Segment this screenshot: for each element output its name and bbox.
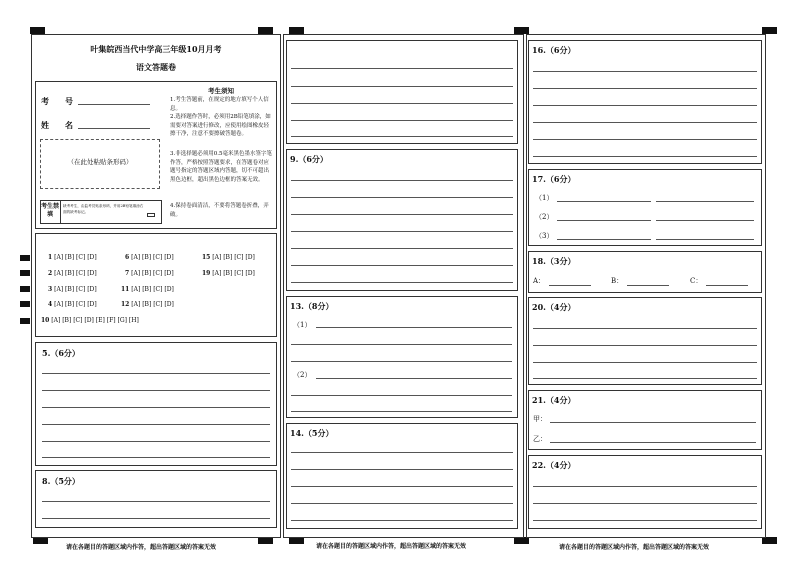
- notice-item: 3.非选择题必须用0.5毫米黑色墨水签字笔作答，严格按照答题要求，在答题卷对应题号指定的答题区域内答题，切不可超出黑色边框，超出黑色边框的答案无效。: [170, 151, 272, 183]
- answer-line[interactable]: [291, 282, 513, 283]
- answer-line[interactable]: [291, 214, 513, 215]
- question-16-box: [528, 40, 762, 164]
- question-17-part-1: （1）: [535, 194, 554, 202]
- answer-line[interactable]: [656, 239, 754, 240]
- answer-line[interactable]: [549, 285, 591, 286]
- answer-line[interactable]: [42, 407, 270, 408]
- question-8-continued-box: [286, 40, 518, 144]
- answer-line[interactable]: [533, 328, 757, 329]
- answer-line[interactable]: [42, 441, 270, 442]
- question-22-title: 22.（4分）: [532, 460, 576, 470]
- answer-line[interactable]: [291, 520, 513, 521]
- name-label: 姓 名: [41, 120, 73, 130]
- notice-item: 2.选择题作答时，必须用2B铅笔填涂，如需要对答案进行修改，应使用绘图橡皮轻擦干净，注意不要擦破答题卷。: [170, 114, 271, 138]
- timing-mark: [258, 27, 273, 34]
- answer-line[interactable]: [291, 452, 513, 453]
- name-input[interactable]: [78, 128, 150, 129]
- footer-note: 请在各题目的答题区域内作答，超出答题区域的答案无效: [559, 544, 710, 551]
- answer-line[interactable]: [533, 520, 757, 521]
- choice-row[interactable]: 12 [A] [B] [C] [D]: [121, 301, 174, 308]
- answer-line[interactable]: [533, 503, 757, 504]
- question-21-title: 21.（4分）: [532, 395, 576, 405]
- timing-mark: [762, 27, 777, 34]
- absent-divider: [60, 200, 61, 224]
- answer-line[interactable]: [557, 239, 651, 240]
- answer-line[interactable]: [42, 373, 270, 374]
- answer-line[interactable]: [656, 220, 754, 221]
- question-17-part-3: （3）: [535, 232, 554, 240]
- notice-title: 考生须知: [208, 87, 234, 95]
- timing-mark: [762, 537, 777, 544]
- question-18-c-label: C：: [690, 277, 703, 285]
- question-5-box: [35, 342, 277, 466]
- question-5-title: 5.（6分）: [42, 348, 80, 358]
- timing-mark: [20, 255, 30, 261]
- answer-line[interactable]: [291, 197, 513, 198]
- answer-line[interactable]: [533, 362, 757, 363]
- question-17-part-2: （2）: [535, 213, 554, 221]
- answer-line[interactable]: [291, 486, 513, 487]
- exam-title: 叶集皖西当代中学高三年级10月月考: [90, 44, 222, 54]
- answer-line[interactable]: [42, 518, 270, 519]
- answer-line[interactable]: [291, 361, 512, 362]
- answer-line[interactable]: [316, 327, 512, 328]
- choice-row[interactable]: 3 [A] [B] [C] [D]: [48, 286, 97, 293]
- question-9-title: 9.（6分）: [290, 154, 328, 164]
- question-13-part-2: （2）: [293, 371, 312, 379]
- timing-mark: [20, 301, 30, 307]
- answer-line[interactable]: [291, 180, 513, 181]
- answer-line[interactable]: [291, 68, 513, 69]
- answer-line[interactable]: [291, 411, 512, 412]
- question-21-b-label: 乙：: [533, 435, 547, 443]
- footer-note: 请在各题目的答题区域内作答，超出答题区域的答案无效: [66, 544, 217, 551]
- answer-line[interactable]: [533, 378, 757, 379]
- absent-label: 考生禁填: [41, 203, 60, 219]
- question-20-title: 20.（4分）: [532, 302, 576, 312]
- question-13-part-1: （1）: [293, 321, 312, 329]
- timing-mark: [289, 537, 304, 544]
- answer-line[interactable]: [42, 501, 270, 502]
- exam-no-label: 考 号: [41, 96, 73, 106]
- answer-line[interactable]: [291, 103, 513, 104]
- answer-line[interactable]: [533, 105, 757, 106]
- timing-mark: [258, 537, 273, 544]
- choice-row[interactable]: 2 [A] [B] [C] [D]: [48, 270, 97, 277]
- question-21-a-label: 甲：: [533, 415, 547, 423]
- question-18-title: 18.（3分）: [532, 256, 576, 266]
- question-13-box: [286, 296, 518, 418]
- answer-line[interactable]: [291, 265, 513, 266]
- choice-row[interactable]: 10 [A] [B] [C] [D] [E] [F] [G] [H]: [41, 317, 139, 324]
- answer-line[interactable]: [533, 139, 757, 140]
- absent-text: 缺考考生，由监考员贴条形码，并用2B铅笔填涂右面的缺考标记。: [63, 204, 144, 214]
- answer-line[interactable]: [533, 71, 757, 72]
- answer-line[interactable]: [533, 156, 757, 157]
- notice-item: 4.保持卷面清洁，不要将答题卷折叠，弄破。: [170, 203, 269, 218]
- answer-line[interactable]: [656, 201, 754, 202]
- choice-row[interactable]: 4 [A] [B] [C] [D]: [48, 301, 97, 308]
- choice-row[interactable]: 6 [A] [B] [C] [D]: [125, 254, 174, 261]
- timing-mark: [30, 27, 45, 34]
- answer-line[interactable]: [291, 503, 513, 504]
- choice-row[interactable]: 1 [A] [B] [C] [D]: [48, 254, 97, 261]
- barcode-text: （在此处粘贴条形码）: [67, 158, 133, 166]
- question-14-title: 14.（5分）: [290, 428, 334, 438]
- question-9-box: [286, 149, 518, 291]
- answer-line[interactable]: [291, 344, 512, 345]
- answer-line[interactable]: [557, 201, 651, 202]
- question-16-title: 16.（6分）: [532, 45, 576, 55]
- notice-item: 1.考生答题前，在规定的地方填写个人信息。: [170, 97, 269, 112]
- question-18-a-label: A：: [533, 277, 546, 285]
- answer-line[interactable]: [550, 442, 756, 443]
- answer-line[interactable]: [533, 345, 757, 346]
- choice-row[interactable]: 19 [A] [B] [C] [D]: [202, 270, 255, 277]
- answer-line[interactable]: [533, 122, 757, 123]
- answer-line[interactable]: [316, 378, 512, 379]
- answer-line[interactable]: [291, 231, 513, 232]
- choice-row[interactable]: 11 [A] [B] [C] [D]: [121, 286, 174, 293]
- answer-line[interactable]: [291, 469, 513, 470]
- absent-mark-box[interactable]: [147, 213, 155, 217]
- answer-line[interactable]: [291, 248, 513, 249]
- answer-line[interactable]: [42, 390, 270, 391]
- question-13-title: 13.（8分）: [290, 301, 334, 311]
- timing-mark: [33, 537, 48, 544]
- answer-line[interactable]: [42, 424, 270, 425]
- question-17-title: 17.（6分）: [532, 174, 576, 184]
- timing-mark: [20, 286, 30, 292]
- question-8-title: 8.（5分）: [42, 476, 80, 486]
- answer-line[interactable]: [706, 285, 748, 286]
- answer-line[interactable]: [627, 285, 669, 286]
- answer-line[interactable]: [42, 457, 270, 458]
- answer-line[interactable]: [291, 120, 513, 121]
- timing-mark: [289, 27, 304, 34]
- exam-no-input[interactable]: [78, 104, 150, 105]
- answer-line[interactable]: [291, 136, 513, 137]
- timing-mark: [20, 270, 30, 276]
- answer-line[interactable]: [533, 486, 757, 487]
- footer-note: 请在各题目的答题区域内作答，超出答题区域的答案无效: [316, 543, 467, 550]
- answer-line[interactable]: [533, 88, 757, 89]
- choice-row[interactable]: 15 [A] [B] [C] [D]: [202, 254, 255, 261]
- answer-line[interactable]: [557, 220, 651, 221]
- timing-mark: [514, 27, 529, 34]
- question-18-b-label: B：: [611, 277, 624, 285]
- answer-line[interactable]: [291, 395, 512, 396]
- choice-row[interactable]: 7 [A] [B] [C] [D]: [125, 270, 174, 277]
- timing-mark: [20, 318, 30, 324]
- timing-mark: [514, 537, 529, 544]
- exam-subtitle: 语文答题卷: [136, 62, 176, 72]
- answer-line[interactable]: [291, 86, 513, 87]
- answer-line[interactable]: [550, 422, 756, 423]
